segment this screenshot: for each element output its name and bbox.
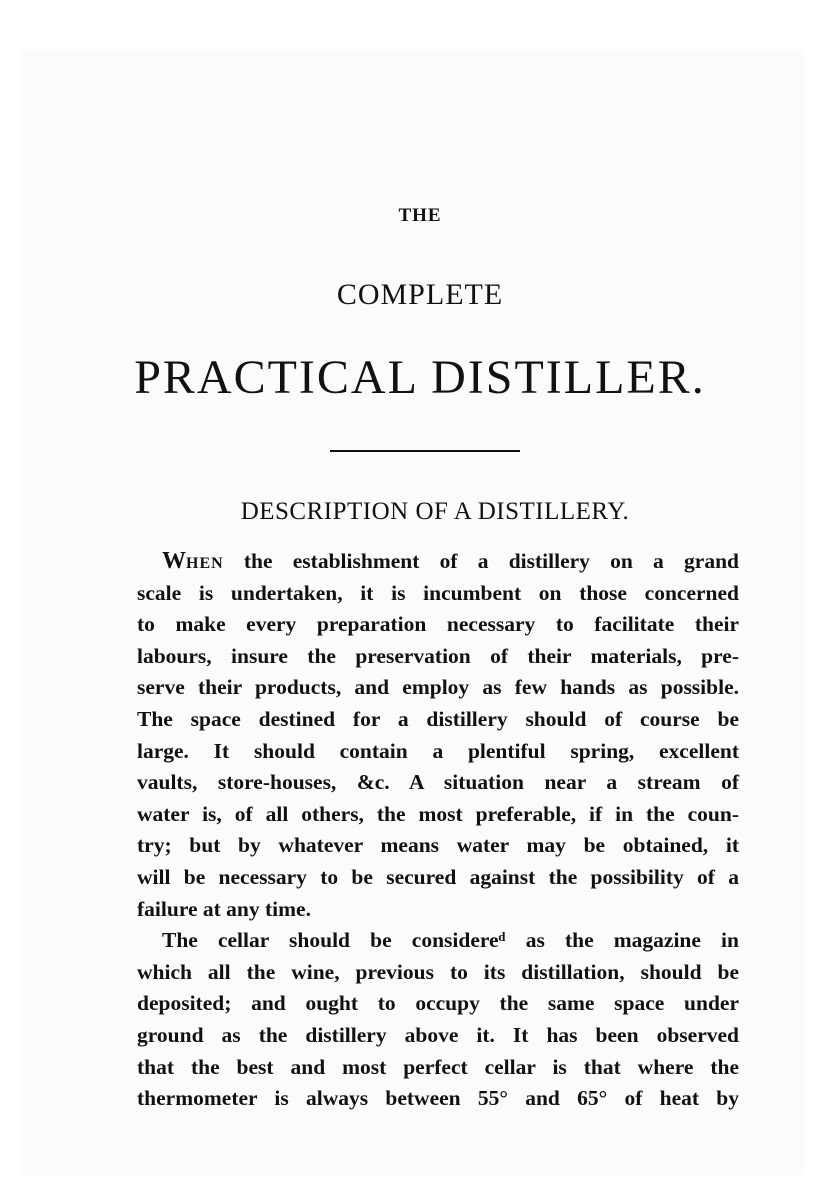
body-text [137,546,739,1115]
paragraph-1-line-4: labours, insure the preservation of their materials, pre- [137,643,739,668]
paragraph-1-line-7: large. It should contain a plentiful spring, excellent [137,738,739,763]
paragraph-1-line-8: vaults, store-houses, &c. A situation near a stream of [137,770,739,795]
drop-initial: W [162,548,186,574]
paragraph-1-line-10: try; but by whatever means water may be obtained, it [137,833,739,858]
title-divider-rule [330,450,520,452]
main-title: PRACTICAL DISTILLER. [134,351,706,404]
small-caps-word: HEN [186,555,224,572]
paragraph-1-line-1 [137,546,739,578]
paragraph-1-line-12: failure at any time. [137,896,311,921]
paragraph-2-line-1: The cellar should be considereᵈ as the magazine in [162,928,739,953]
paragraph-2-line-2: which all the wine, previous to its distillation, should be [137,959,739,984]
title-line-complete: COMPLETE [336,278,504,311]
paragraph-1-line-11: will be necessary to be secured against the possibility of a [137,864,739,889]
paragraph-2-line-6: thermometer is always between 55° and 65° of heat by [137,1086,739,1111]
paragraph-1-line-6: The space destined for a distillery should of course be [137,706,739,731]
section-heading: DESCRIPTION OF A DISTILLERY. [240,498,630,525]
paragraph-1-line-9: water is, of all others, the most preferable, if in the coun- [137,801,739,826]
title-article: THE [398,205,442,226]
paragraph-1-line-2: scale is undertaken, it is incumbent on those concerned [137,580,739,605]
paragraph-2-line-5: that the best and most perfect cellar is that where the [137,1054,739,1079]
line-text: the establishment of a distillery on a grand [223,549,739,573]
paragraph-2-line-4: ground as the distillery above it. It has been observed [137,1022,739,1047]
paragraph-1-line-3: to make every preparation necessary to facilitate their [137,612,739,637]
paragraph-1-line-5: serve their products, and employ as few hands as possible. [137,675,739,700]
paragraph-2-line-3: deposited; and ought to occupy the same space under [137,991,739,1016]
